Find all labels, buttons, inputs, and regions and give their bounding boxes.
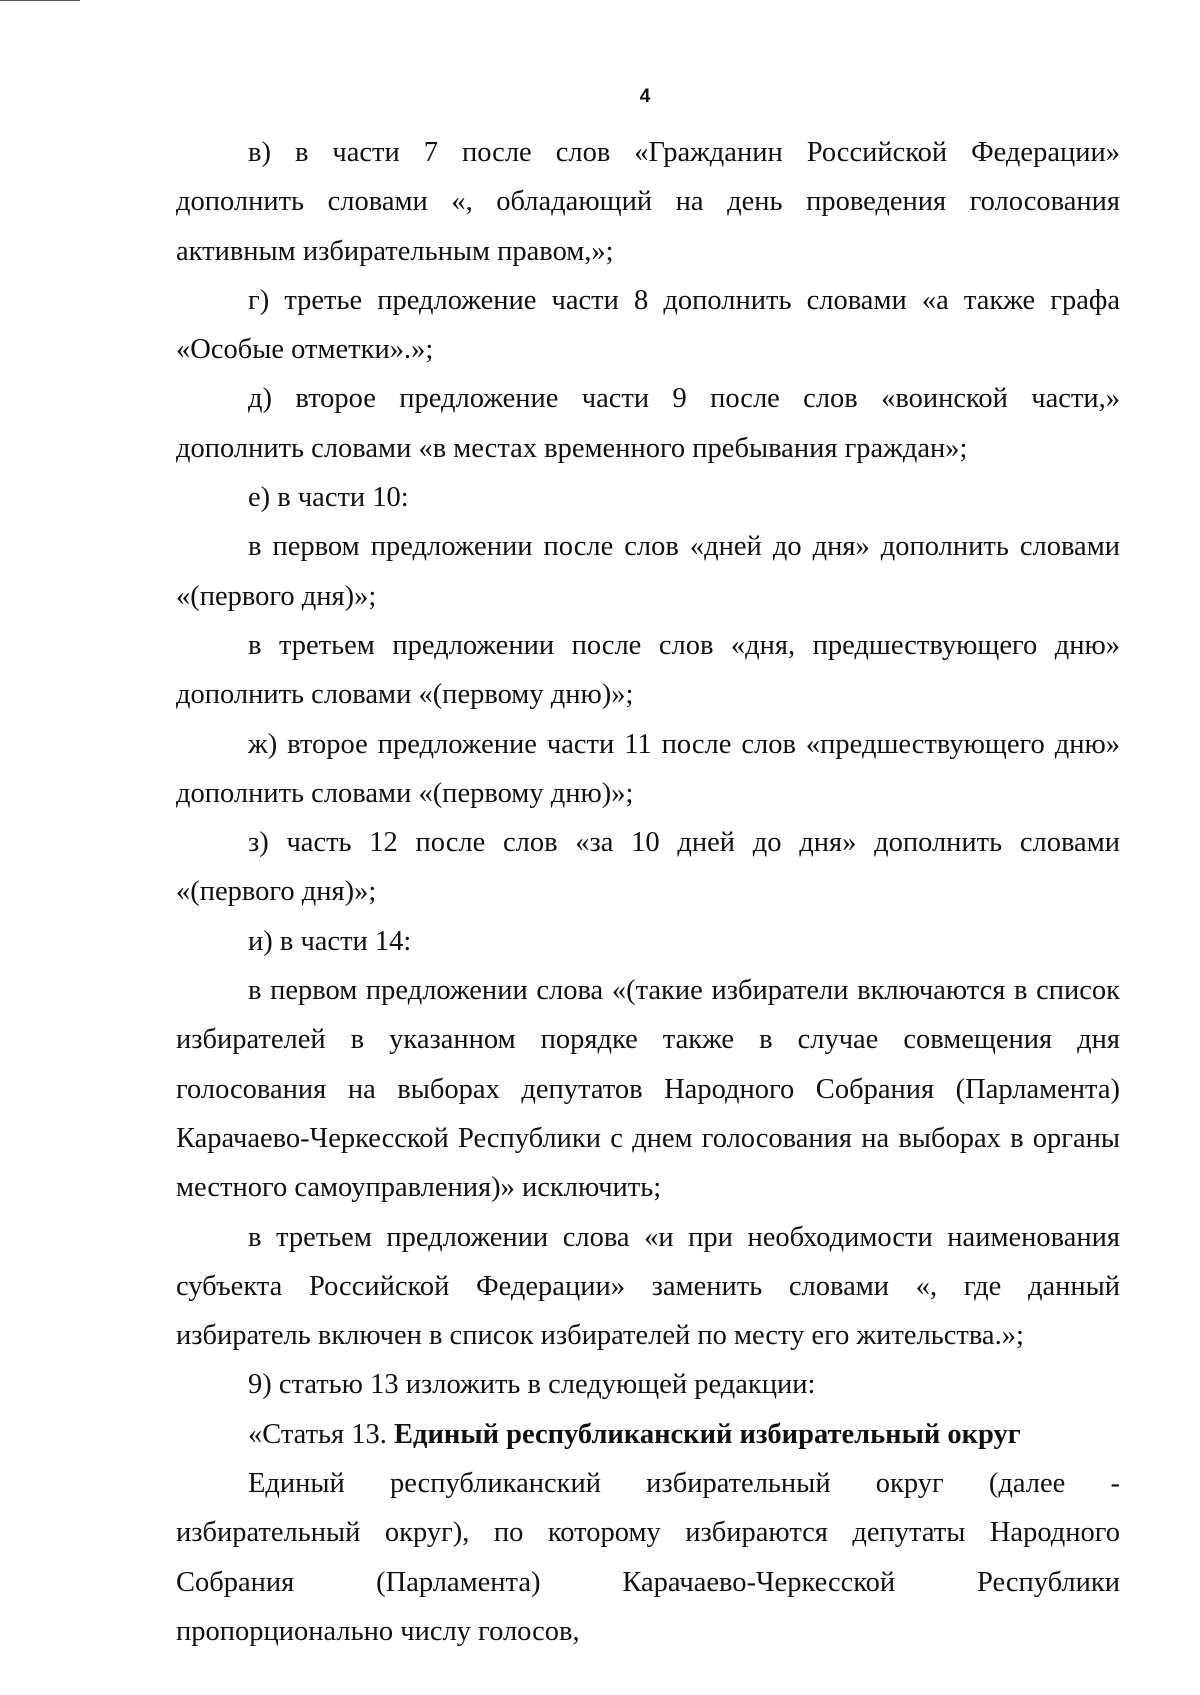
article-first-paragraph: Единый республиканский избирательный округ (далее - избирательный округ), по которому избираются депутаты Народного Собрания (Парламента) Карачаево-Черкесской Республики пропорционально числу голосов, (176, 1468, 1120, 1647)
paragraph-i: и) в части 14: (248, 925, 412, 957)
paragraph-e-first: в первом предложении после слов «дней до дня» дополнить словами «(первого дня)»; (176, 531, 1120, 612)
paragraph-e: е) в части 10: (248, 482, 409, 514)
document-body (176, 128, 1120, 1656)
article-heading-title: Единый республиканский избирательный округ (394, 1418, 1021, 1450)
paragraph-i-third: в третьем предложении слова «и при необходимости наименования субъекта Российской Федерации» заменить словами «, где данный избиратель включен в список избирателей по месту его жительства.»; (176, 1221, 1120, 1352)
paragraph-i-first: в первом предложении слова «(такие избиратели включаются в список избирателей в указанном порядке также в случае совмещения дня голосования на выборах депутатов Народного Собрания (Парламента) Карачаево-Черкесской Республики с днем голосования на выборах в органы местного самоуправления)» исключить; (176, 975, 1120, 1204)
scan-edge-mark (0, 0, 80, 7)
page-number: 4 (639, 86, 651, 107)
paragraph-9: 9) статью 13 изложить в следующей редакции: (248, 1369, 816, 1401)
paragraph-z: з) часть 12 после слов «за 10 дней до дня» дополнить словами «(первого дня)»; (176, 827, 1120, 908)
article-heading-prefix: «Статья 13. (248, 1418, 395, 1450)
paragraph-d: д) второе предложение части 9 после слов «воинской части,» дополнить словами «в местах временного пребывания граждан»; (176, 383, 1120, 464)
paragraph-v: в) в части 7 после слов «Гражданин Российской Федерации» дополнить словами «, обладающий на день проведения голосования активным избирательным правом,»; (176, 137, 1120, 267)
paragraph-g: г) третье предложение части 8 дополнить словами «а также графа «Особые отметки».»; (176, 284, 1120, 366)
article-heading (176, 1410, 1120, 1459)
paragraph-e-third: в третьем предложении после слов «дня, предшествующего дню» дополнить словами «(первому дню)»; (176, 629, 1120, 711)
paragraph-zh: ж) второе предложение части 11 после слов «предшествующего дню» дополнить словами «(первому дню)»; (176, 728, 1120, 809)
